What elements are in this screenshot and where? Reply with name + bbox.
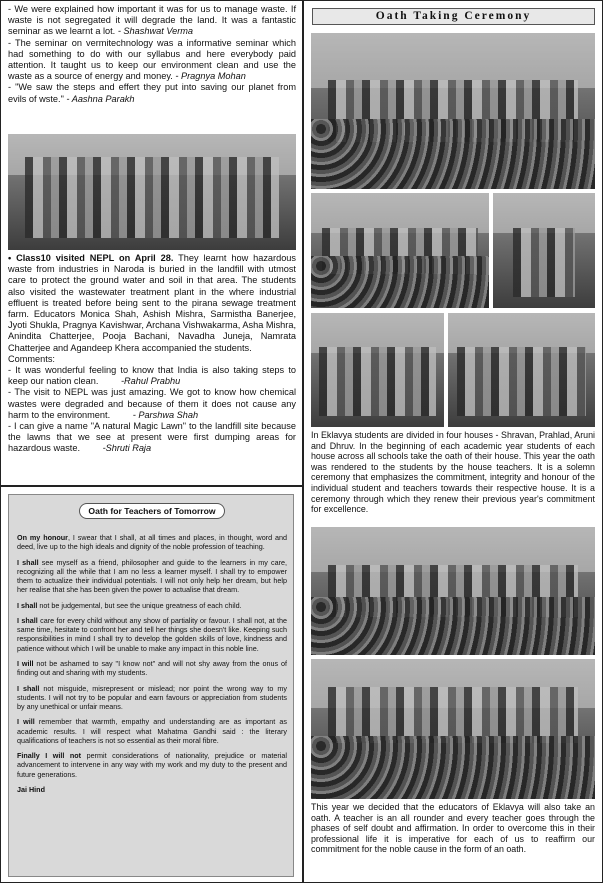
ceremony-description: In Eklavya students are divided in four houses - Shravan, Prahlad, Aruni and Dhruv. In the beginning of each academic year students of each house across all schools take the oath of their house. This year the oath was rendered to the students by the house teachers. It is a solemn ceremony that emphasizes the commitment, integrity and honour of the individual student and teachers towards their respective house. It is a ceremony through which they renew their previous year's commitment for excellence. [311, 430, 595, 515]
comment-text: - It was wonderful feeling to know that India is also taking steps to keep our nation clean. [8, 365, 296, 387]
oath-text: , I swear that I shall, at all times and places, in thought, word and deed, live up to the high ideals and dignity of the noble profession of teaching. [17, 533, 287, 552]
oath-ceremony-title: Oath Taking Ceremony [312, 8, 595, 25]
comment-signature: - Aashna Parakh [66, 93, 135, 104]
nepl-text: They learnt how hazardous waste from industries in Naroda is buried in the landfill with utmost care to protect the ground water and soil in that area. The students also visited the wastewater treatment plant in the where industrial effluent is treated before being sent to the pirana sewage treatment farm. Educators Monica Shah, Ashish Mishra, Sarmistha Banerjee, Jyoti Shukla, Pragnya Kavishwar, Archana Vishwakarma, Asha Mishra, Anindita Chatterjee, Pooja Bachani, Navadha Juneja, Namrata Chatterjee and Agandeep Khera accompanied the students. [8, 253, 297, 353]
nepl-lead: • Class10 visited NEPL on April 28. [8, 253, 174, 263]
comment-text: - The seminar on vermitechnology was a informative seminar which had something to do with our syllabus and here everybody paid attention. It taught us to keep our environment clean and use the waste as a source of energy and money. [8, 37, 296, 82]
oath-text: not be judgemental, but see the unique greatness of each child. [37, 600, 242, 610]
intro-comments [8, 4, 296, 105]
oath-closing: Jai Hind [17, 784, 45, 794]
column-divider [302, 0, 304, 883]
nepl-visit-photo [8, 134, 296, 250]
oath-lead: I shall [17, 557, 39, 567]
nepl-article [8, 253, 296, 455]
oath-lead: I will [17, 658, 34, 668]
oath-lead: I will [17, 717, 35, 727]
teachers-oath-box [8, 494, 294, 877]
oath-lead: I shall [17, 683, 40, 693]
section-divider [0, 485, 302, 487]
comment-text: - We were explained how important it was for us to manage waste. If waste is not segregated it will degrade the land. It was a fantastic seminar as we learnt a lot. [8, 4, 296, 37]
oath-text: see myself as a friend, philosopher and guide to the learners in my care, recognizing all the while that I am no less a learner myself. I shall try to empower them to actualize their individual potentials. I will not only help her dream, but help her realise that she has been given the power to actualise that dream. [17, 557, 287, 595]
comment-text: - I can give a name "A natural Magic Lawn" to the landfill site because the lawns that we see at present were first dumping areas for hazardous waste. [8, 421, 296, 454]
teachers-oath-title: Oath for Teachers of Tomorrow [79, 503, 225, 519]
comment-signature: - Parshwa Shah [132, 409, 199, 420]
comment-signature: - Pragnya Mohan [175, 71, 246, 82]
oath-text: permit considerations of nationality, prejudice or material advancement to intervene in any way with my work and my duty to the present and future generations. [17, 751, 287, 779]
oath-lead: On my honour [17, 533, 68, 542]
ceremony-photo-5 [448, 313, 595, 427]
comment-text: - "We saw the steps and effert they put into saving our planet from evils of wste." [8, 82, 296, 104]
oath-lead: I shall [17, 600, 38, 610]
ceremony-photo-3 [493, 193, 595, 308]
ceremony-photo-7 [311, 659, 595, 799]
ceremony-photo-1 [311, 33, 595, 189]
oath-text: not misguide, misrepresent or mislead; nor point the wrong way to my students. I will not try to be popular and earn favours or appreciation from students by any unethical or unfair means. [17, 683, 288, 711]
oath-text: remember that warmth, empathy and understanding are as important as academic results. I will respect what Mahatma Gandhi said : the literary qualifications of teachers is not so essential as their moral fibre. [17, 717, 287, 745]
oath-lead: I shall [17, 615, 38, 625]
comment-signature: -Shruti Raja [102, 443, 152, 454]
comment-signature: - Shashwat Verma [117, 26, 194, 37]
comment-signature: -Rahul Prabhu [120, 376, 181, 387]
oath-text: not be ashamed to say "I know not" and will not shy away from the onus of finding out and sharing with my students. [17, 658, 287, 678]
ceremony-photo-2 [311, 193, 489, 308]
oath-text: care for every child without any show of partiality or favour. I shall not, at the same time, hesitate to confront her and tell her things she doesn't like. Keeping such responsibilities in mind I shall try to develop the golden skills of love, kindness and patience without which I will be unable to make any impact in this noble line. [17, 615, 287, 653]
teachers-oath-body [17, 533, 287, 800]
comment-text: - The visit to NEPL was just amazing. We got to know how chemical wastes were degraded and because of them it does not cause any harm to the environment. [8, 387, 296, 420]
comments-label: Comments: [8, 353, 55, 364]
ceremony-photo-6 [311, 527, 595, 655]
oath-lead: Finally I will not [17, 751, 82, 761]
ceremony-photo-4 [311, 313, 444, 427]
educators-oath-description: This year we decided that the educators of Eklavya will also take an oath. A teacher is an all rounder and every teacher goes through the phases of self doubt and affirmation. In order to overcome this in their professional life it is imperative for each of us to reaffirm our commitment for the noble cause in the form of an oath. [311, 802, 595, 855]
